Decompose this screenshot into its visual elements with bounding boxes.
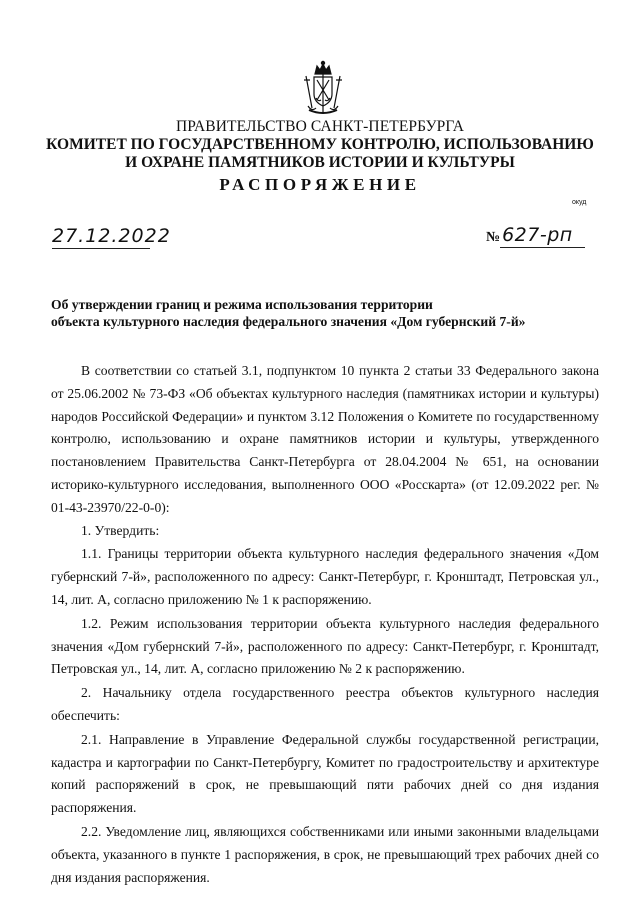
clause-2-2: 2.2. Уведомление лиц, являющихся собственниками или иными законными владельцами объекта, указанного в пункте 1 распоряжения, в срок, не превышающий трех рабочих дней со дня издания распоряжения. [51,823,599,885]
okud-label: окуд [572,199,587,206]
document-number [486,224,585,246]
document-date: 27.12.2022 [52,225,171,247]
clause-1-1: 1.1. Границы территории объекта культурного наследия федерального значения «Дом губернский 7-й», расположенного по адресу: Санкт-Петербург, г. Кронштадт, Петровская ул., 14, лит. А, согласно приложению № 1 к распоряжению. [51,546,599,607]
committee-name-line2: И ОХРАНЕ ПАМЯТНИКОВ ИСТОРИИ И КУЛЬТУРЫ [125,154,515,171]
st-petersburg-coat-of-arms-icon [301,60,345,118]
clause-2: 2. Начальнику отдела государственного реестра объектов культурного наследия обеспечить: [51,685,599,723]
committee-name-line1: КОМИТЕТ ПО ГОСУДАРСТВЕННОМУ КОНТРОЛЮ, ИСПОЛЬЗОВАНИЮ [46,136,594,153]
government-name: ПРАВИТЕЛЬСТВО САНКТ-ПЕТЕРБУРГА [175,118,465,135]
committee-name [0,136,640,172]
clause-2-1: 2.1. Направление в Управление Федеральной службы государственной регистрации, кадастра и картографии по Санкт-Петербургу, Комитет по градостроительству и архитектуре копий распоряжений в срок, не превышающий пяти рабочих дней со дня издания распоряжения. [51,731,599,816]
document-body [51,360,599,889]
document-subject [51,296,525,330]
clause-1: 1. Утвердить: [81,522,160,538]
clause-1-2: 1.2. Режим использования территории объекта культурного наследия федерального значения «Дом губернский 7-й», расположенного по адресу: Санкт-Петербург, г. Кронштадт, Петровская ул., 14, лит. А, согласно приложению № 2 к распоряжению. [51,615,599,677]
preamble-paragraph: В соответствии со статьей 3.1, подпунктом 10 пункта 2 статьи 33 Федерального закона от 25.06.2002 № 73-ФЗ «Об объектах культурного наследия (памятниках истории и культуры) народов Российской Федерации» и пунктом 3.12 Положения о Комитете по государственному контролю, использованию и охране памятников истории и культуры, утвержденного постановлением Правительства Санкт-Петербурга от 28.04.2004 № 651, на основании историко-культурного исследования, выполненного ООО «Росскарта» (от 12.09.2022 рег. № 01-43-23970/22-0-0): [51,363,599,515]
document-type-title: РАСПОРЯЖЕНИЕ [219,175,421,194]
subject-line1: Об утверждении границ и режима использования территории [51,297,433,312]
document-number-value: 627-рп [500,224,585,248]
number-sign: № [486,230,501,245]
subject-line2: объекта культурного наследия федерального значения «Дом губернский 7-й» [51,314,526,329]
